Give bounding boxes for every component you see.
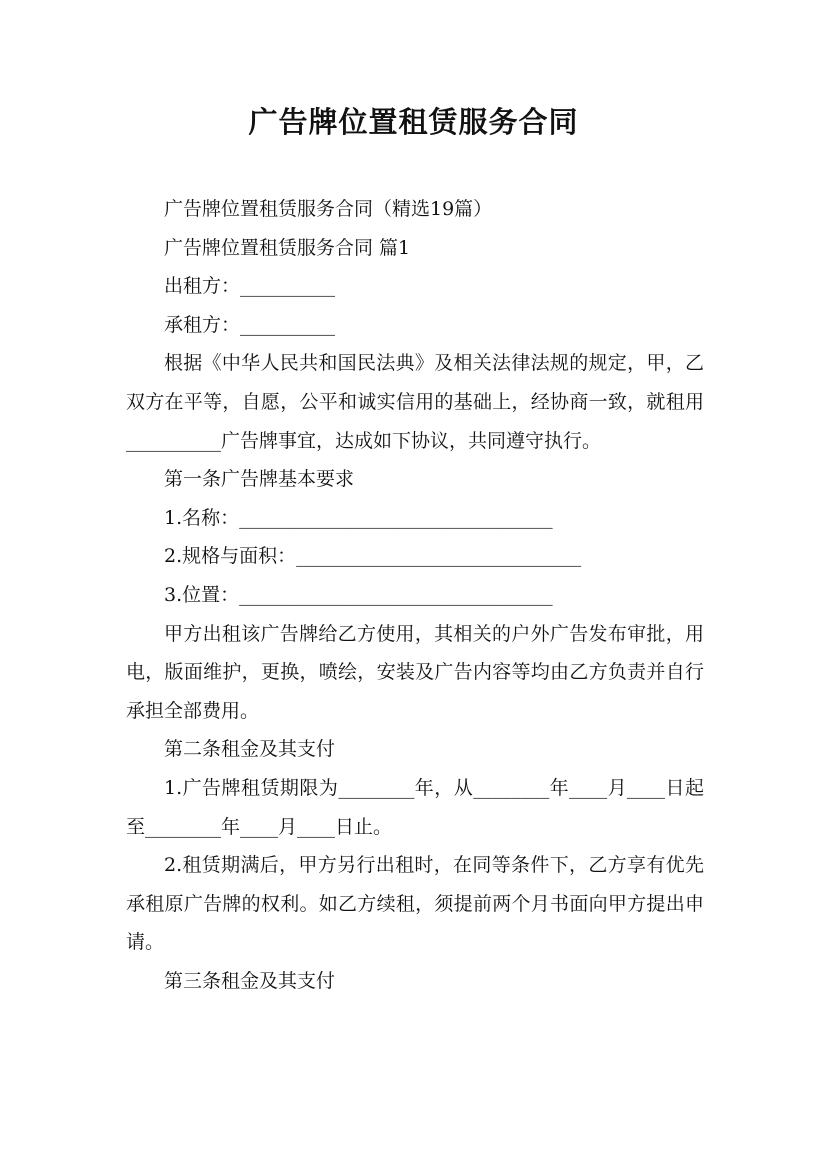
paragraph-section-heading: 广告牌位置租赁服务合同 篇1 [164,236,411,259]
paragraph-article-3-heading: 第三条租金及其支付 [164,969,336,992]
paragraph-item-location: 3.位置：_________________________________ [164,583,553,606]
paragraph-item-size: 2.规格与面积：______________________________ [164,545,582,568]
paragraph-preamble: 根据《中华人民共和国民法典》及相关法律法规的规定，甲，乙双方在平等，自愿，公平和诚实信用的基础上，经协商一致，就租用__________广告牌事宜，达成如下协议，共同遵守执行。 [126,352,704,452]
document-body [126,190,704,1000]
paragraph-article-2-heading: 第二条租金及其支付 [164,738,336,761]
paragraph-article-1-body: 甲方出租该广告牌给乙方使用，其相关的户外广告发布审批，用电，版面维护，更换，喷绘，安装及广告内容等均由乙方负责并自行承担全部费用。 [126,622,704,722]
paragraph-article-2-term: 1.广告牌租赁期限为________年，从________年____月____日起至________年____月____日止。 [126,776,704,838]
paragraph-article-2-renewal: 2.租赁期满后，甲方另行出租时，在同等条件下，乙方享有优先承租原广告牌的权利。如乙方续租，须提前两个月书面向甲方提出申请。 [126,854,704,954]
paragraph-subtitle: 广告牌位置租赁服务合同（精选19篇） [164,198,493,220]
paragraph-lessee: 承租方：__________ [164,313,336,336]
document-title: 广告牌位置租赁服务合同 [248,105,579,139]
paragraph-lessor: 出租方：__________ [164,275,336,298]
paragraph-article-1-heading: 第一条广告牌基本要求 [164,468,355,491]
paragraph-item-name: 1.名称：_________________________________ [164,506,553,529]
